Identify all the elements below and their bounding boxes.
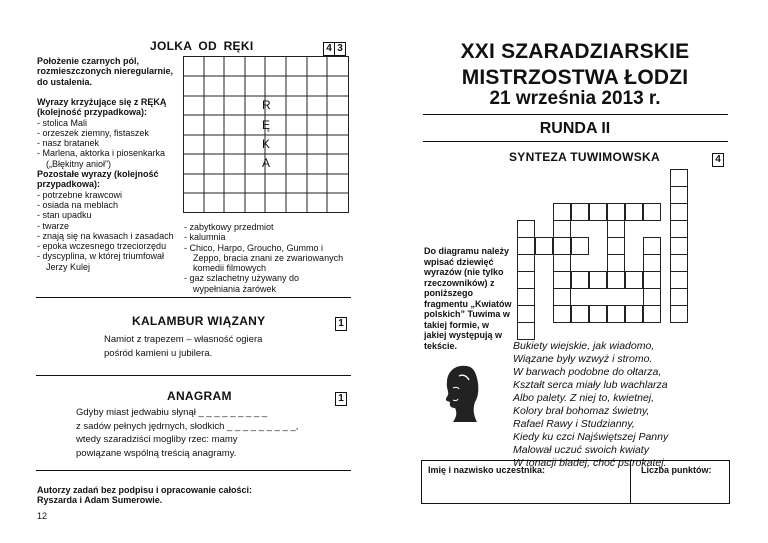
- clue-item: - potrzebne krawcowi: [37, 189, 123, 200]
- crossword-cell[interactable]: [625, 203, 643, 221]
- jolka-title: JOLKA OD RĘKI: [150, 39, 254, 53]
- crossword-cell[interactable]: [607, 271, 625, 289]
- crossword-cell[interactable]: [670, 169, 688, 187]
- clue-item: - gaz szlachetny używany do wypełniania żarówek: [184, 273, 300, 294]
- crossword-cell[interactable]: [670, 254, 688, 272]
- text-line: pośród kamieni u jubilera.: [104, 347, 213, 359]
- kalambur-title: KALAMBUR WIĄZANY: [132, 314, 266, 328]
- crossword-cell[interactable]: [553, 305, 571, 323]
- crossword-cell[interactable]: [571, 271, 589, 289]
- divider: [36, 297, 351, 298]
- crossword-cell[interactable]: [607, 237, 625, 255]
- crossword-cell[interactable]: [643, 288, 661, 306]
- other-list-right: [184, 222, 344, 294]
- poem-line: Bukiety wiejskie, jak wiadomo,: [513, 340, 655, 352]
- poem-line: Kolory brał bohomaz świetny,: [513, 405, 650, 417]
- other-list-left: [37, 190, 177, 272]
- clue-item: - Marlena, aktorka i piosenkarka („Błękitny anioł”): [37, 148, 166, 169]
- divider: [423, 114, 728, 115]
- points-box: 4: [323, 42, 335, 56]
- crossword-cell[interactable]: [670, 288, 688, 306]
- crossword-cell[interactable]: [571, 237, 589, 255]
- text-line: Autorzy zadań bez podpisu i opracowanie całości:: [37, 485, 253, 495]
- synteza-points: [712, 149, 724, 167]
- other-heading: Pozostałe wyrazy (kolejność przypadkowa):: [37, 169, 159, 190]
- clue-item: - znają się na kwasach i zasadach: [37, 230, 174, 241]
- crossword-cell[interactable]: [517, 271, 535, 289]
- synteza-grid[interactable]: [517, 169, 697, 343]
- crossword-cell[interactable]: [643, 305, 661, 323]
- crossword-cell[interactable]: [535, 237, 553, 255]
- main-title: [420, 39, 730, 91]
- divider: [36, 470, 351, 471]
- jolka-points: [323, 38, 346, 56]
- grid-letter: R: [262, 98, 271, 112]
- poem-line: Kształt serca miały lub wachlarza: [513, 379, 668, 391]
- crossword-cell[interactable]: [589, 305, 607, 323]
- crossword-cell[interactable]: [589, 271, 607, 289]
- text-line: Gdyby miast jedwabiu słynął _ _ _ _ _ _ _ _ _: [76, 407, 268, 418]
- crossword-cell[interactable]: [670, 271, 688, 289]
- poem-line: Malował uczuć swoich kwiaty: [513, 444, 649, 456]
- clue-item: - orzeszek ziemny, fistaszek: [37, 127, 149, 138]
- crossing-list: [37, 118, 177, 169]
- anagram-title: ANAGRAM: [167, 389, 232, 403]
- text-line: z sadów pełnych jędrnych, słodkich _ _ _ _ _ _ _ _ _,: [76, 420, 299, 432]
- clue-item: - twarze: [37, 220, 70, 231]
- anagram-points: [335, 388, 347, 406]
- points-box: 1: [335, 392, 347, 406]
- synteza-instructions: Do diagramu należy wpisać dziewięć wyrazów (nie tylko rzeczowników) z poniższego fragmentu „Kwiatów polskich” Tuwima w takiej formie, w jakiej występują w tekście.: [424, 246, 512, 351]
- clue-item: - stolica Mali: [37, 117, 88, 128]
- crossword-cell[interactable]: [625, 271, 643, 289]
- anagram-text: [76, 406, 298, 460]
- crossword-cell[interactable]: [517, 322, 535, 340]
- crossword-cell[interactable]: [517, 220, 535, 238]
- crossword-cell[interactable]: [643, 237, 661, 255]
- crossword-cell[interactable]: [571, 203, 589, 221]
- grid-letter: K: [262, 137, 271, 151]
- crossword-cell[interactable]: [670, 186, 688, 204]
- crossword-cell[interactable]: [643, 271, 661, 289]
- crossword-cell[interactable]: [517, 288, 535, 306]
- crossword-cell[interactable]: [553, 254, 571, 272]
- title-line: XXI SZARADZIARSKIE: [460, 40, 690, 63]
- crossword-cell[interactable]: [553, 288, 571, 306]
- text-line: Namiot z trapezem – własność ogiera: [104, 334, 263, 345]
- text-line: Ryszarda i Adam Sumerowie.: [37, 495, 163, 506]
- crossword-cell[interactable]: [643, 203, 661, 221]
- crossword-cell[interactable]: [607, 305, 625, 323]
- points-box: 4: [712, 153, 724, 167]
- poem-line: Kiedy ku czci Najświętszej Panny: [513, 431, 669, 443]
- points-box: 3: [334, 42, 346, 56]
- crossword-cell[interactable]: [553, 237, 571, 255]
- crossword-cell[interactable]: [571, 305, 589, 323]
- synteza-title: SYNTEZA TUWIMOWSKA: [509, 150, 660, 164]
- poem-line: W barwach podobne do ołtarza,: [513, 366, 662, 378]
- crossword-cell[interactable]: [670, 220, 688, 238]
- jolka-clues-right: [184, 222, 344, 294]
- crossword-cell[interactable]: [670, 237, 688, 255]
- participant-form: [421, 460, 730, 504]
- name-label: Imię i nazwisko uczestnika:: [428, 465, 546, 475]
- divider: [36, 375, 351, 376]
- crossword-cell[interactable]: [607, 203, 625, 221]
- poem-line: W tonacji bladej, choć pstrokatej.: [513, 457, 667, 469]
- page-number: 12: [37, 511, 48, 521]
- crossword-cell[interactable]: [607, 220, 625, 238]
- crossword-cell[interactable]: [670, 305, 688, 323]
- round-title: RUNDA II: [539, 120, 611, 137]
- poem-line: Wiązane były wzwyż i stromo.: [513, 353, 653, 365]
- crossword-cell[interactable]: [553, 203, 571, 221]
- clue-item: - kalumnia: [184, 232, 226, 243]
- crossword-cell[interactable]: [607, 254, 625, 272]
- kalambur-points: [335, 313, 347, 331]
- poem-line: Albo palety. Z niej to, kwietnej,: [513, 392, 655, 404]
- jolka-grid[interactable]: [183, 56, 349, 214]
- clue-item: - epoka wczesnego trzeciorzędu: [37, 241, 167, 252]
- poem-line: Rafael Rawy i Studzianny,: [513, 418, 635, 430]
- clue-item: - osiada na meblach: [37, 199, 119, 210]
- crossword-cell[interactable]: [553, 271, 571, 289]
- authors-note: [37, 485, 252, 506]
- crossing-heading: Wyrazy krzyżujące się z RĘKĄ (kolejność przypadkowa):: [37, 97, 167, 118]
- text-line: powiązane wspólną treścią anagramy.: [76, 447, 237, 459]
- name-field[interactable]: [422, 461, 631, 503]
- clue-item: - nasz bratanek: [37, 138, 100, 149]
- grid-letter: Ę: [262, 118, 271, 132]
- clue-item: - Chico, Harpo, Groucho, Gummo i Zeppo, bracia znani ze zwariowanych komedii filmowych: [184, 242, 344, 274]
- crossword-cell[interactable]: [517, 237, 535, 255]
- crossword-cell[interactable]: [643, 254, 661, 272]
- crossword-cell[interactable]: [589, 203, 607, 221]
- crossword-cell[interactable]: [670, 203, 688, 221]
- tuwim-portrait-image: [437, 360, 485, 426]
- poem: [513, 340, 668, 470]
- title-line: MISTRZOSTWA ŁODZI: [461, 66, 689, 89]
- jolka-intro: Położenie czarnych pól, rozmieszczonych nieregularnie, do ustalenia.: [37, 56, 174, 87]
- crossword-cell[interactable]: [625, 305, 643, 323]
- crossword-cell[interactable]: [517, 254, 535, 272]
- text-line: wtedy szaradziści mogliby rzec: mamy: [76, 434, 238, 445]
- clue-item: - stan upadku: [37, 210, 92, 221]
- clue-item: - zabytkowy przedmiot: [184, 222, 274, 232]
- points-label: Liczba punktów:: [641, 465, 712, 475]
- event-date: 21 września 2013 r.: [489, 88, 661, 109]
- crossword-cell[interactable]: [553, 220, 571, 238]
- kalambur-text: [104, 333, 262, 360]
- points-box: 1: [335, 317, 347, 331]
- crossword-cell[interactable]: [517, 305, 535, 323]
- grid-letter: A: [262, 156, 271, 170]
- divider: [423, 141, 728, 142]
- clue-item: - dyscyplina, w której triumfował Jerzy Kulej: [37, 251, 165, 272]
- jolka-clues-left: [37, 97, 177, 272]
- points-field[interactable]: [631, 461, 729, 503]
